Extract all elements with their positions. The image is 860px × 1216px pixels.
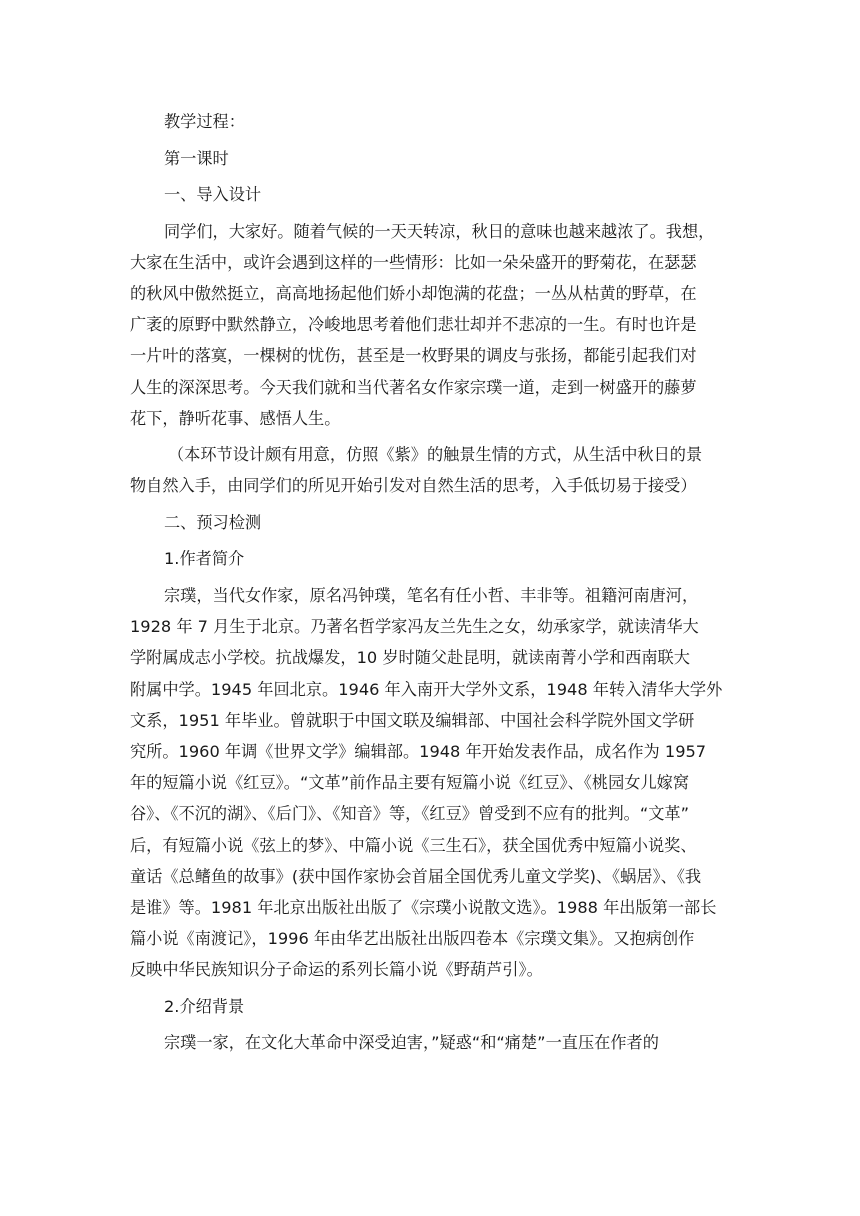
paragraph-line: 同学们，大家好。随着气候的一天天转凉，秋日的意味也越来越浓了。我想， (164, 221, 715, 241)
heading-author-intro: 1.作者简介 (164, 549, 245, 569)
paragraph-line: 宗璞，当代女作家，原名冯钟璞，笔名有任小哲、丰非等。祖籍河南唐河， (164, 585, 699, 605)
paragraph-design-note (130, 439, 730, 501)
paragraph-line: 附属中学。1945 年回北京。1946 年入南开大学外文系，1948 年转入清华大学外 (130, 679, 723, 699)
paragraph-line: 花下，静听花事、感悟人生。 (130, 408, 341, 428)
heading-teaching-process: 教学过程： (164, 112, 245, 131)
heading-intro-design: 一、导入设计 (164, 185, 262, 204)
paragraph-line: 年的短篇小说《红豆》。“文革”前作品主要有短篇小说《红豆》、《桃园女儿嫁窝 (130, 773, 690, 793)
paragraph-line: （本环节设计颇有用意，仿照《紫》的触景生情的方式，从生活中秋日的景 (168, 445, 703, 465)
document-body (130, 106, 730, 1059)
paragraph-line: 一片叶的落寞，一棵树的忧伤，甚至是一枚野果的调皮与张扬，都能引起我们对 (130, 346, 697, 366)
heading-first-lesson: 第一课时 (164, 148, 229, 168)
paragraph-line: 的秋风中傲然挺立，高高地扬起他们娇小却饱满的花盘；一丛从枯黄的野草，在 (130, 283, 697, 303)
paragraph-line: 学附属成志小学校。抗战爆发，10 岁时随父赴昆明，就读南菁小学和西南联大 (130, 648, 690, 668)
paragraph-background (130, 1027, 730, 1058)
paragraph-line: 大家在生活中，或许会遇到这样的一些情形：比如一朵朵盛开的野菊花，在瑟瑟 (130, 252, 697, 272)
paragraph-line: 篇小说《南渡记》，1996 年由华艺出版社出版四卷本《宗璞文集》。又抱病创作 (130, 929, 695, 949)
paragraph-author (130, 580, 730, 986)
paragraph-line: 究所。1960 年调《世界文学》编辑部。1948 年开始发表作品，成名作为 1957 (130, 741, 707, 761)
paragraph-line: 文系，1951 年毕业。曾就职于中国文联及编辑部、中国社会科学院外国文学研 (130, 710, 695, 730)
paragraph-line: 物自然入手，由同学们的所见开始引发对自然生活的思考，入手低切易于接受） (130, 476, 697, 496)
paragraph-line: 是谁》等。1981 年北京出版社出版了《宗璞小说散文选》。1988 年出版第一部长 (130, 897, 717, 917)
paragraph-line: 谷》、《不沉的湖》、《后门》、《知音》等，《红豆》曾受到不应有的批判。“文革” (130, 804, 690, 824)
paragraph-line: 童话《总鳍鱼的故事》(获中国作家协会首届全国优秀儿童文学奖)、《蜗居》、《我 (130, 866, 702, 886)
paragraph-line: 1928 年 7 月生于北京。乃著名哲学家冯友兰先生之女，幼承家学，就读清华大 (130, 617, 699, 637)
paragraph-line: 宗璞一家，在文化大革命中深受迫害，”疑惑“和“痛楚”一直压在作者的 (164, 1033, 659, 1053)
heading-preview-check: 二、预习检测 (164, 512, 262, 532)
heading-background: 2.介绍背景 (164, 996, 245, 1016)
paragraph-intro (130, 216, 730, 434)
paragraph-line: 后，有短篇小说《弦上的梦》、中篇小说《三生石》，获全国优秀中短篇小说奖、 (130, 835, 697, 855)
paragraph-line: 反映中华民族知识分子命运的系列长篇小说《野葫芦引》。 (130, 960, 543, 980)
paragraph-line: 人生的深深思考。今天我们就和当代著名女作家宗璞一道，走到一树盛开的藤萝 (130, 377, 697, 397)
paragraph-line: 广袤的原野中默然静立，冷峻地思考着他们悲壮却并不悲凉的一生。有时也许是 (130, 315, 697, 335)
